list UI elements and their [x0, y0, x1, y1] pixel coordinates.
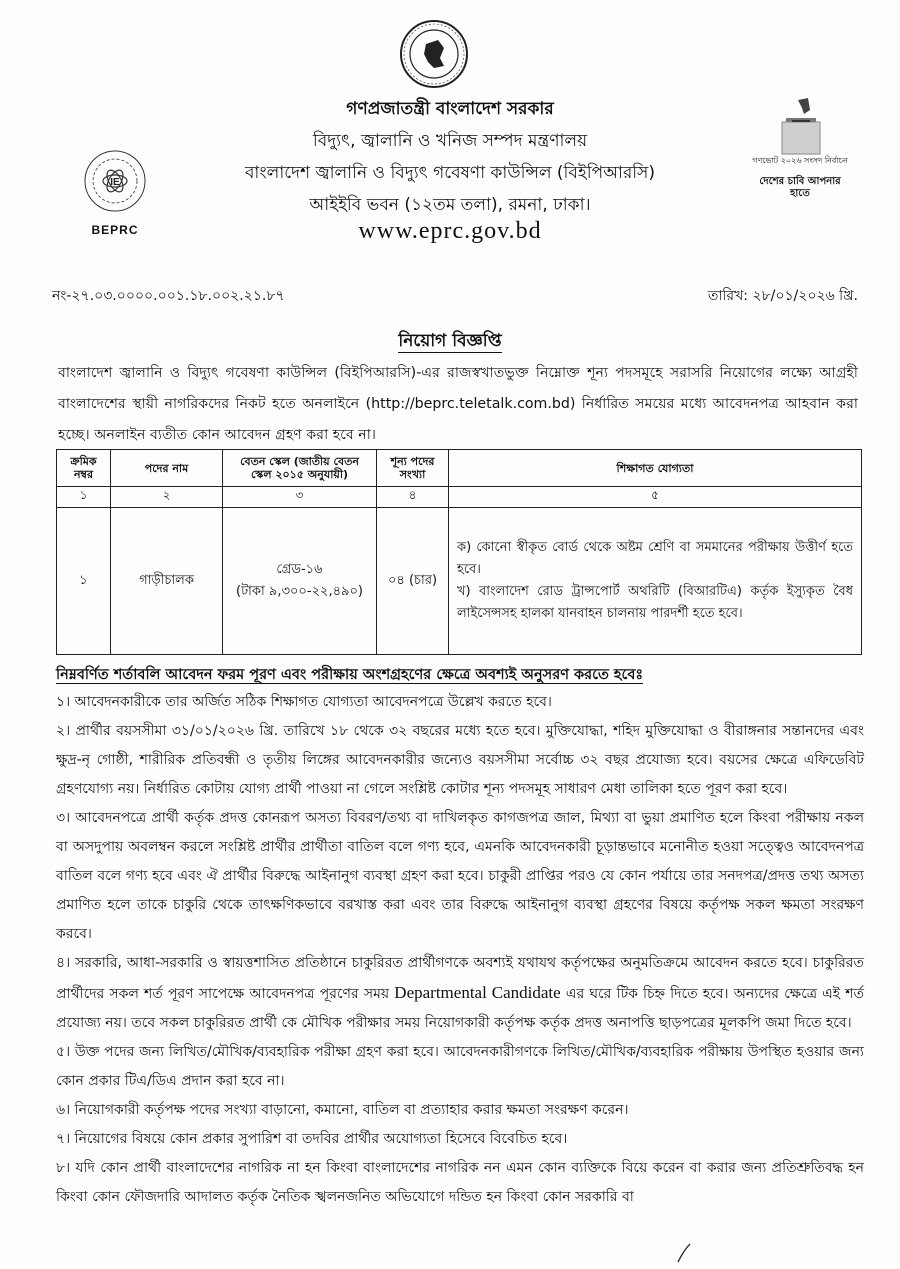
index-cell: ৩ [223, 487, 377, 508]
signature-mark [672, 1240, 702, 1265]
notice-date: তারিখ: ২৮/০১/২০২৬ খ্রি. [707, 288, 858, 304]
departmental-candidate-text: Departmental Candidate [394, 983, 561, 1002]
notice-title-text: নিয়োগ বিজ্ঞপ্তি [398, 331, 502, 351]
grade-text: গ্রেড-১৬ [276, 562, 323, 577]
government-seal-logo [398, 18, 470, 90]
index-cell: ৫ [449, 487, 862, 508]
conditions-title-text: নিম্নবর্ণিত শর্তাবলি আবেদন ফরম পূরণ এবং পরীক্ষায় অংশগ্রহণের ক্ষেত্রে অবশ্যই অনুসরণ করতে হবেঃ [56, 667, 644, 683]
pay-scale-cell [223, 508, 377, 655]
scale-text: (টাকা ৯,৩০০-২২,৪৯০) [236, 584, 363, 599]
qualification-b: খ) বাংলাদেশ রোড ট্রান্সপোর্ট অথরিটি (বিআরটিএ) কর্তৃক ইস্যুকৃত বৈধ লাইসেন্সসহ হালকা যানবাহন চালনায় পারদর্শী হতে হবে। [457, 584, 853, 621]
qualification-cell [449, 508, 862, 655]
condition-item: ৭। নিয়োগের বিষয়ে কোন প্রকার সুপারিশ বা তদবির প্রার্থীর অযোগ্যতা হিসেবে বিবেচিত হবে। [56, 1131, 568, 1147]
vacancy-table [56, 449, 862, 655]
condition-item: ৩। আবেদনপত্রে প্রার্থী কর্তৃক প্রদত্ত কোনরূপ অসত্য বিবরণ/তথ্য বা দাখিলকৃত কাগজপত্র জাল, মিথ্যা বা ভুয়া প্রমাণিত হলে কিংবা পরীক্ষায় নকল বা অসদুপায় অবলম্বন করলে সংশ্লিষ্ট প্রার্থীর প্রার্থীতা বাতিল বলে গণ্য হবে, এমনকি আবেদনকারী চূড়ান্তভাবে মনোনীত হওয়া সত্ত্বেও আবেদনপত্র বাতিল বলে গণ্য হবে এবং ঐ প্রার্থীর বিরুদ্ধে আইনানুগ ব্যবস্থা গ্রহণ করা হবে। চাকুরী প্রাপ্তির পরও যে কোন পর্যায়ে তার সনদপত্র/প্রদত্ত তথ্য অসত্য প্রমাণিত হলে তাকে চাকুরি থেকে তাৎক্ষণিকভাবে বরখাস্ত করা এবং তার বিরুদ্ধে আইনানুগ ব্যবস্থা গ্রহণের বিষয়ে কর্তৃপক্ষ সকল ক্ষমতা সংরক্ষণ করবে। [56, 810, 864, 942]
election-campaign-logo [752, 96, 848, 216]
condition-item: ১। আবেদনকারীকে তার অর্জিত সঠিক শিক্ষাগত যোগ্যতা আবেদনপত্রে উল্লেখ করতে হবে। [56, 694, 552, 710]
beprc-logo-label: BEPRC [91, 223, 139, 237]
col-header-serial: ক্রমিক নম্বর [57, 450, 111, 487]
intro-paragraph: বাংলাদেশ জ্বালানি ও বিদ্যুৎ গবেষণা কাউন্সিল (বিইপিআরসি)-এর রাজস্বখাতভুক্ত নিম্নোক্ত শূন্য পদসমূহে সরাসরি নিয়োগের লক্ষ্যে আগ্রহী বাংলাদেশের স্থায়ী নাগরিকদের নিকট হতে অনলাইনে (http://beprc.teletalk.com.bd) নির্ধারিত সময়ের মধ্যে আবেদনপত্র আহবান করা হচ্ছে। অনলাইন ব্যতীত কোন আবেদন গ্রহণ করা হবে না। [58, 365, 858, 443]
index-cell: ৪ [377, 487, 449, 508]
index-cell: ১ [57, 487, 111, 508]
header-address: আইইবি ভবন (১২তম তলা), রমনা, ঢাকা। [309, 195, 591, 215]
serial-cell: ১ [57, 508, 111, 655]
conditions-title [56, 664, 643, 688]
condition-item: ৬। নিয়োগকারী কর্তৃপক্ষ পদের সংখ্যা বাড়ানো, কমানো, বাতিল বা প্রত্যাহার করার ক্ষমতা সংরক্ষণ করেন। [56, 1102, 629, 1118]
memo-number: নং-২৭.০৩.০০০০.০০১.১৮.০০২.২১.৮৭ [52, 288, 285, 304]
notice-title [0, 328, 900, 356]
condition-item: ২। প্রার্থীর বয়সসীমা ৩১/০১/২০২৬ খ্রি. তারিখে ১৮ থেকে ৩২ বছরের মধ্যে হতে হবে। মুক্তিযোদ্ধা, শহিদ মুক্তিযোদ্ধা ও বীরাঙ্গনার সন্তানদের এবং ক্ষুদ্র-নৃ গোষ্ঠী, শারীরিক প্রতিবন্ধী ও তৃতীয় লিঙ্গের আবেদনকারীর জন্যেও বয়সসীমা সর্বোচ্চ ৩২ বছর প্রযোজ্য হবে। বয়সের ক্ষেত্রে এফিডেবিট গ্রহণযোগ্য নয়। নির্ধারিত কোটায় যোগ্য প্রার্থী পাওয়া না গেলে সংশ্লিষ্ট কোটার শূন্য পদসমূহ সাধারণ মেধা তালিকা হতে পূরণ করা হবে। [56, 723, 864, 797]
condition-4-part-a: ৪। সরকারি, আধা-সরকারি ও স্বায়ত্তশাসিত প্রতিষ্ঠানে চাকুরিরত প্রার্থীগণকে অবশ্যই যথাযথ কর্তৃপক্ষের অনুমতিক্রমে আবেদন করতে হবে। চাকুরিরত প্রার্থীদের সকল শর্ত পূরণ সাপেক্ষে আবেদনপত্র পূরণের সময় [56, 955, 864, 1002]
condition-item: ৮। যদি কোন প্রার্থী বাংলাদেশের নাগরিক না হন কিংবা বাংলাদেশের নাগরিক নন এমন কোন ব্যক্তিকে বিয়ে করেন বা করার জন্য প্রতিশ্রুতিবদ্ধ হন কিংবা কোন ফৌজদারি আদালত কর্তৃক নৈতিক স্খলনজনিত অভিযোগে দন্ডিত হন কিংবা কোন সরকারি বা [56, 1160, 864, 1205]
table-index-row [57, 487, 862, 508]
header-government: গণপ্রজাতন্ত্রী বাংলাদেশ সরকার [346, 99, 554, 119]
col-header-qualification: শিক্ষাগত যোগ্যতা [449, 450, 862, 487]
condition-4-part-b: এর ঘরে টিক চিহ্ন দিতে হবে। অন্যদের ক্ষেত্রে এই শর্ত প্রযোজ্য নয়। তবে সকল চাকুরিরত প্রার্থী কে মৌখিক পরীক্ষার সময় নিয়োগকারী কর্তৃপক্ষ কর্তৃক প্রদত্ত অনাপত্তি ছাড়পত্রের মূলকপি জমা দিতে হবে। [56, 986, 865, 1031]
election-logo-slogan: দেশের চাবি আপনার হাতে [759, 176, 841, 199]
condition-item [56, 949, 864, 1038]
post-cell: গাড়ীচালক [111, 508, 223, 655]
vacancy-count-cell: ০৪ (চার) [377, 508, 449, 655]
table-header-row [57, 450, 862, 487]
condition-item: ৫। উক্ত পদের জন্য লিখিত/মৌখিক/ব্যবহারিক পরীক্ষা গ্রহণ করা হবে। আবেদনকারীগণকে লিখিত/মৌখিক/ব্যবহারিক পরীক্ষায় উপস্থিত হওয়ার জন্য কোন প্রকার টিএ/ডিএ প্রদান করা হবে না। [56, 1044, 864, 1089]
index-cell: ২ [111, 487, 223, 508]
col-header-post: পদের নাম [111, 450, 223, 487]
header-website: www.eprc.gov.bd [358, 218, 542, 244]
header-organization: বাংলাদেশ জ্বালানি ও বিদ্যুৎ গবেষণা কাউন্সিল (বিইপিআরসি) [244, 163, 656, 183]
header-ministry: বিদ্যুৎ, জ্বালানি ও খনিজ সম্পদ মন্ত্রণালয় [312, 131, 588, 151]
col-header-vacancies: শূন্য পদের সংখ্যা [377, 450, 449, 487]
election-logo-caption: গণভোট ২০২৬ সংসদ নির্বাচন [752, 156, 848, 165]
qualification-a: ক) কোনো স্বীকৃত বোর্ড থেকে অষ্টম শ্রেণি বা সমমানের পরীক্ষায় উত্তীর্ণ হতে হবে। [457, 540, 853, 577]
svg-text:IE: IE [110, 177, 120, 188]
conditions-list [56, 688, 864, 1212]
col-header-pay-scale: বেতন স্কেল (জাতীয় বেতন স্কেল ২০১৫ অনুযায়ী) [223, 450, 377, 487]
table-row [57, 508, 862, 655]
beprc-logo [76, 145, 154, 237]
